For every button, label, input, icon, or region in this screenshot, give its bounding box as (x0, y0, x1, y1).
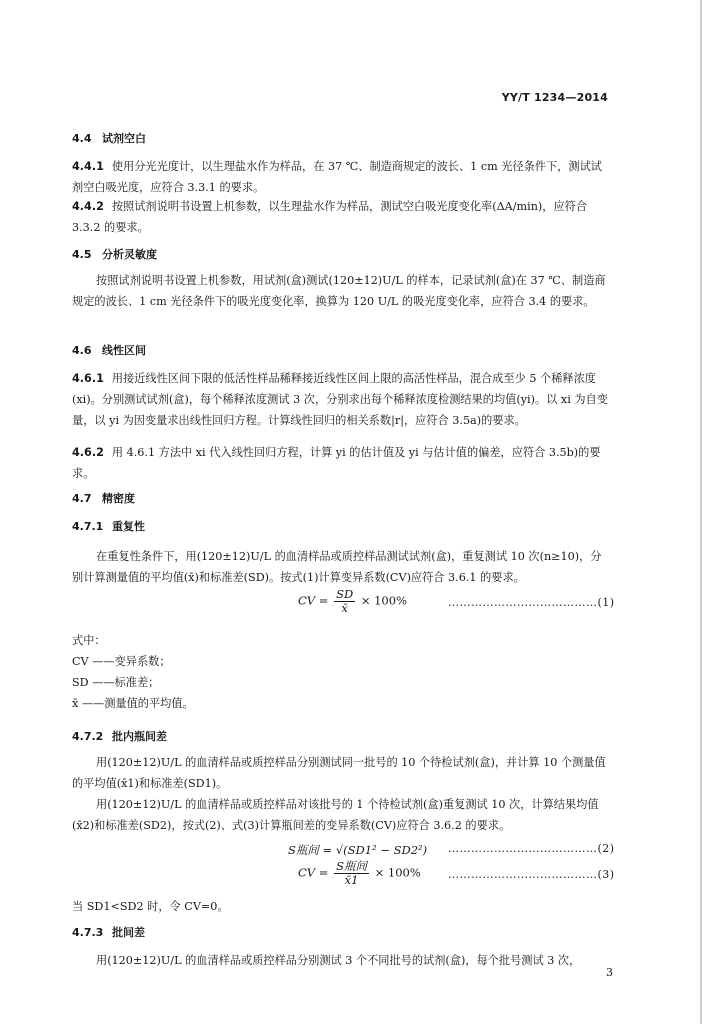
section-number: 4.7.1 (72, 520, 104, 533)
section-4-7-1-heading (72, 516, 610, 537)
section-4-7-3-heading (72, 922, 610, 943)
section-4-5-heading (72, 244, 610, 265)
section-4-4-heading (72, 128, 610, 149)
paragraph-4-6-1 (72, 368, 610, 431)
section-number: 4.7.3 (72, 926, 104, 939)
section-title: 试剂空白 (102, 132, 146, 145)
section-number: 4.4 (72, 132, 92, 145)
where-intro: 式中： (72, 634, 106, 647)
section-title: 精密度 (102, 492, 135, 505)
equation-tail: × 100% (360, 593, 407, 608)
section-number: 4.6 (72, 344, 92, 357)
standard-number: YY/T 1234—2014 (501, 91, 608, 104)
equation-2: S瓶间 = √(SD1² − SD2²) (288, 843, 428, 857)
clause-number: 4.4.1 (72, 160, 104, 173)
equation-3 (298, 860, 421, 887)
section-4-7-heading (72, 488, 610, 509)
equation-2-number: …………………………………(2) (448, 842, 615, 855)
paragraph-4-4-2 (72, 196, 610, 238)
section-4-6-heading (72, 340, 610, 361)
equation-lhs: CV = (298, 593, 329, 608)
paragraph-4-4-1 (72, 156, 610, 198)
clause-number: 4.6.2 (72, 446, 104, 459)
clause-number: 4.6.1 (72, 372, 104, 385)
equation-3-number: …………………………………(3) (448, 868, 615, 881)
paragraph-4-7-2-a: 用(120±12)U/L 的血清样品或质控样品分别测试同一批号的 10 个待检试剂(盒)，并计算 10 个测量值的平均值(x̄1)和标准差(SD1)。 (72, 756, 606, 790)
page-number: 3 (606, 966, 613, 979)
equation-1 (298, 588, 407, 615)
where-line-mean: x̄ ——测量值的平均值。 (72, 697, 194, 710)
clause-number: 4.4.2 (72, 200, 104, 213)
condition-line: 当 SD1<SD2 时，令 CV=0。 (72, 900, 229, 913)
paragraph-4-5: 按照试剂说明书设置上机参数，用试剂(盒)测试(120±12)U/L 的样本，记录试剂(盒)在 37 ℃、制造商规定的波长、1 cm 光径条件下的吸光度变化率，换算为 120 U/L 的吸光度变化率，应符合 3.4 的要求。 (72, 274, 606, 308)
section-4-7-2-heading (72, 726, 610, 747)
equation-fraction (334, 860, 369, 887)
section-number: 4.7.2 (72, 730, 104, 743)
section-title: 批内瓶间差 (112, 730, 167, 743)
section-title: 重复性 (112, 520, 145, 533)
fraction-numerator: S瓶间 (336, 859, 367, 873)
fraction-denominator: x̄1 (344, 873, 359, 887)
section-title: 批间差 (112, 926, 145, 939)
section-number: 4.5 (72, 248, 92, 261)
paragraph-4-7-2-b: 用(120±12)U/L 的血清样品或质控样品对该批号的 1 个待检试剂(盒)重复测试 10 次，计算结果均值(x̄2)和标准差(SD2)，按式(2)、式(3)计算瓶间差的变异系数(CV)应符合 3.6.2 的要求。 (72, 798, 599, 832)
section-number: 4.7 (72, 492, 92, 505)
where-line-cv: CV ——变异系数； (72, 655, 171, 668)
fraction-denominator: x̄ (341, 601, 348, 615)
equation-tail: × 100% (374, 865, 421, 880)
clause-text: 使用分光光度计，以生理盐水作为样品，在 37 ℃、制造商规定的波长、1 cm 光径条件下，测试试剂空白吸光度，应符合 3.3.1 的要求。 (72, 160, 602, 194)
paragraph-4-7-1: 在重复性条件下，用(120±12)U/L 的血清样品或质控样品测试试剂(盒)，重复测试 10 次(n≥10)，分别计算测量值的平均值(x̄)和标准差(SD)。按式(1)计算变异系数(CV)应符合 3.6.1 的要求。 (72, 550, 602, 584)
section-title: 线性区间 (102, 344, 146, 357)
clause-text: 按照试剂说明书设置上机参数，以生理盐水作为样品，测试空白吸光度变化率(ΔA/min)，应符合 3.3.2 的要求。 (72, 200, 588, 234)
equation-1-number: …………………………………(1) (448, 596, 615, 609)
equation-lhs: CV = (298, 865, 329, 880)
clause-text: 用接近线性区间下限的低活性样品稀释接近线性区间上限的高活性样品，混合成至少 5 个稀释浓度(xi)。分别测试试剂(盒)，每个稀释浓度测试 3 次，分别求出每个稀释浓度检测结果的均值(yi)。以 xi 为自变量，以 yi 为因变量求出线性回归方程。计算线性回归的相关系数|r|，应符合 3.5a)的要求。 (72, 372, 608, 427)
clause-text: 用 4.6.1 方法中 xi 代入线性回归方程，计算 yi 的估计值及 yi 与估计值的偏差，应符合 3.5b)的要求。 (72, 446, 601, 480)
paragraph-4-7-3: 用(120±12)U/L 的血清样品或质控样品分别测试 3 个不同批号的试剂(盒)，每个批号测试 3 次， (96, 954, 581, 967)
paragraph-4-6-2 (72, 442, 610, 484)
equation-fraction (334, 588, 355, 615)
section-title: 分析灵敏度 (102, 248, 157, 261)
fraction-numerator: SD (336, 587, 354, 601)
where-line-sd: SD ——标准差； (72, 676, 160, 689)
